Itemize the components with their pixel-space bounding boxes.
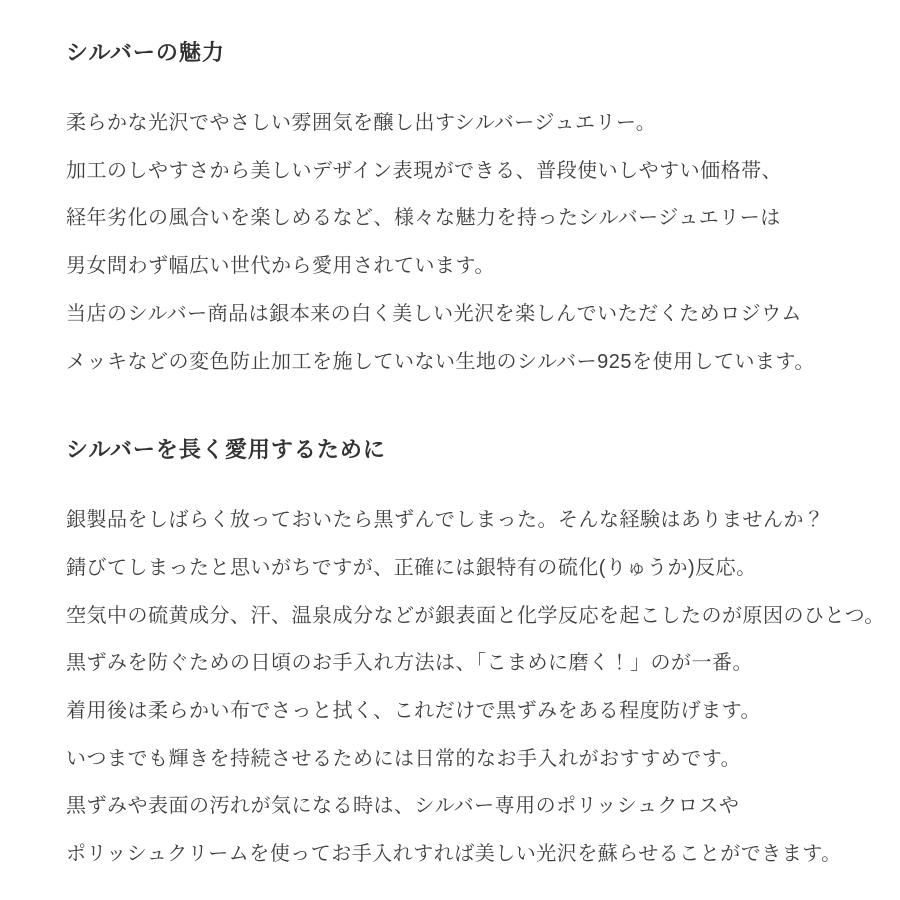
body-line: 黒ずみや表面の汚れが気になる時は、シルバー専用のポリッシュクロスや (66, 795, 740, 818)
body-line: 空気中の硫黄成分、汗、温泉成分などが銀表面と化学反応を起こしたのが原因のひとつ。 (66, 604, 885, 627)
body-line: 加工のしやすさから美しいデザイン表現ができる、普段使いしやすい価格帯、 (66, 159, 783, 182)
body-line: 黒ずみを防ぐための日頃のお手入れ方法は、「こまめに磨く！」のが一番。 (66, 652, 753, 675)
body-line: 錆びてしまったと思いがちですが、正確には銀特有の硫化(りゅうか)反応。 (66, 556, 757, 579)
body-line: 柔らかな光沢でやさしい雰囲気を醸し出すシルバージュエリー。 (66, 112, 657, 134)
body-line: ポリッシュクリームを使ってお手入れすれば美しい光沢を蘇らせることができます。 (66, 843, 842, 866)
body-line: メッキなどの変色防止加工を施していない生地のシルバー925を使用しています。 (66, 350, 815, 373)
section-heading-silver-appeal: シルバーの魅力 (66, 40, 225, 65)
section-silver-care (66, 437, 885, 879)
section-silver-appeal (66, 42, 882, 386)
section-body-silver-care (66, 497, 885, 879)
section-heading-silver-care: シルバーを長く愛用するために (66, 437, 386, 463)
body-line: 銀製品をしばらく放っておいたら黒ずんでしまった。そんな経験はありませんか？ (66, 509, 825, 532)
body-line: 着用後は柔らかい布でさっと拭く、これだけで黒ずみをある程度防げます。 (66, 700, 761, 723)
body-line: 男女問わず幅広い世代から愛用されています。 (66, 255, 495, 278)
section-body-silver-appeal (66, 100, 882, 386)
body-line: 当店のシルバー商品は銀本来の白く美しい光沢を楽しんでいただくためロジウム (66, 302, 802, 325)
body-line: いつまでも輝きを持続させるためには日常的なお手入れがおすすめです。 (66, 747, 742, 770)
body-line: 経年劣化の風合いを楽しめるなど、様々な魅力を持ったシルバージュエリーは (66, 207, 781, 230)
